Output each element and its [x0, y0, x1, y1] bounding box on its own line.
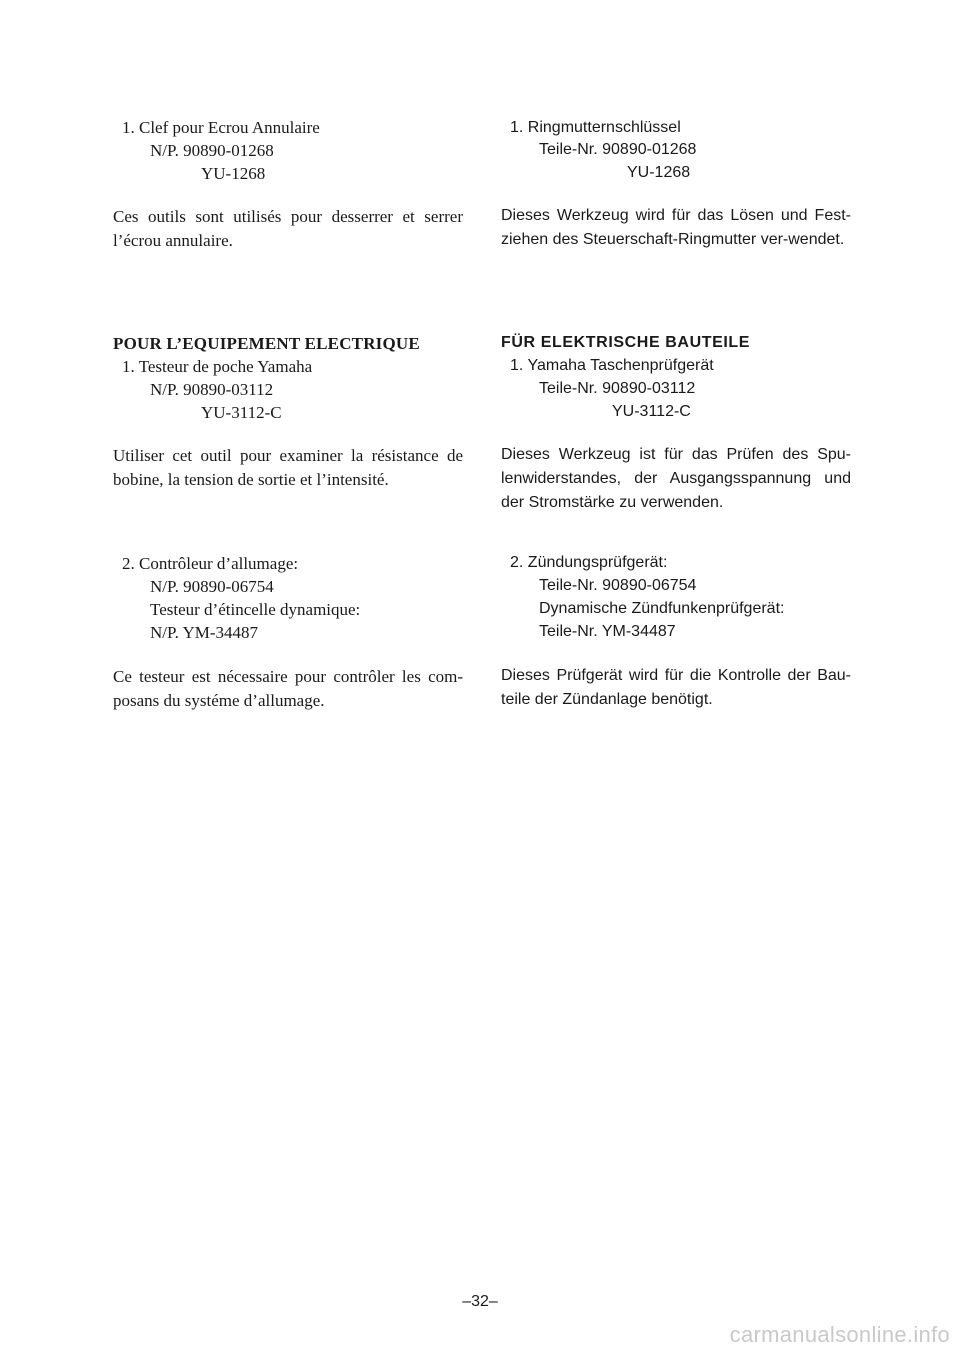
fr-section-heading: POUR L’EQUIPEMENT ELECTRIQUE — [113, 334, 420, 353]
fr-item3-subtitle: Testeur d’étincelle dynamique: — [150, 600, 361, 619]
watermark: carmanualsonline.info — [729, 1322, 950, 1347]
de-item1-part-no: Teile-Nr. 90890-01268 — [539, 141, 697, 158]
fr-item2-desc: Utiliser cet outil pour examiner la résistance de bobine, la tension de sortie et l’intensité. — [113, 446, 463, 489]
de-item2-part-no: Teile-Nr. 90890-03112 — [539, 380, 696, 397]
fr-item1-alt-no: YU-1268 — [201, 164, 266, 183]
de-item2-alt-no: YU-3112-C — [612, 403, 691, 420]
fr-item1-title: 1. Clef pour Ecrou Annulaire — [122, 118, 320, 137]
fr-item2-alt-no: YU-3112-C — [201, 403, 282, 422]
fr-item1-desc: Ces outils sont utilisés pour desserrer et serrer l’écrou annulaire. — [113, 207, 463, 250]
de-item1-alt-no: YU-1268 — [627, 164, 691, 181]
fr-item2-title: 1. Testeur de poche Yamaha — [122, 357, 313, 376]
de-item3-desc: Dieses Prüfgerät wird für die Kontrolle der Bau-teile der Zündanlage benötigt. — [501, 667, 851, 708]
de-item3-subtitle: Dynamische Zündfunkenprüfgerät: — [539, 600, 785, 617]
de-item3-part-no: Teile-Nr. 90890-06754 — [539, 577, 697, 594]
fr-item3-sub-part-no: N/P. YM-34487 — [150, 623, 258, 642]
de-item3-title: 2. Zündungsprüfgerät: — [510, 554, 668, 571]
de-item2-desc: Dieses Werkzeug ist für das Prüfen des Spu-lenwiderstandes, der Ausgangsspannung und der Stromstärke zu verwenden. — [501, 446, 851, 511]
fr-item2-part-no: N/P. 90890-03112 — [150, 380, 274, 399]
fr-item3-title: 2. Contrôleur d’allumage: — [122, 554, 299, 573]
de-section-heading: FÜR ELEKTRISCHE BAUTEILE — [501, 334, 751, 351]
de-item1-title: 1. Ringmutternschlüssel — [510, 119, 681, 136]
fr-item3-part-no: N/P. 90890-06754 — [150, 577, 274, 596]
fr-item1-part-no: N/P. 90890-01268 — [150, 141, 274, 160]
de-item2-title: 1. Yamaha Taschenprüfgerät — [510, 357, 714, 374]
fr-item3-desc: Ce testeur est nécessaire pour contrôler les com-posans du systéme d’allumage. — [113, 667, 463, 710]
de-item1-desc: Dieses Werkzeug wird für das Lösen und Fest-ziehen des Steuerschaft-Ringmutter ver-wendet. — [501, 207, 851, 248]
de-item3-sub-part-no: Teile-Nr. YM-34487 — [539, 623, 676, 640]
page-number: –32– — [462, 1293, 498, 1310]
